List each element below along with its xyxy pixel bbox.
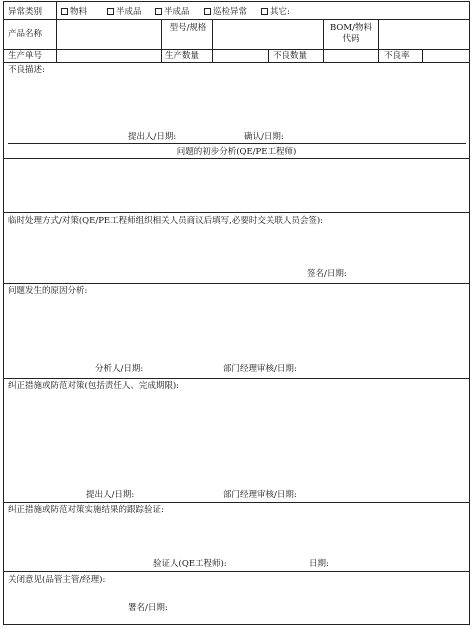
root-cause-title: 问题发生的原因分析: [8, 286, 88, 296]
option-patrol-inspection[interactable]: 巡检异常 [204, 7, 247, 17]
checkbox-icon[interactable] [155, 8, 162, 15]
divider [323, 49, 324, 62]
divider [4, 158, 469, 159]
temporary-measure-title: 临时处理方式/对策(QE/PE工程师组织相关人员商议后填写,必要时交关联人员会签): [8, 216, 324, 226]
divider [4, 502, 469, 503]
model-spec-label: 型号/规格 [169, 23, 207, 33]
divider [4, 378, 469, 379]
divider [8, 143, 466, 144]
divider [161, 19, 162, 49]
divider [56, 19, 57, 49]
corrective-action-title: 纠正措施或防范对策(包括责任人、完成期限): [8, 381, 179, 391]
manager-review-label: 部门经理审核/日期: [223, 490, 297, 500]
date-label: 日期: [309, 559, 329, 569]
divider [323, 19, 324, 49]
preliminary-analysis-title: 问题的初步分析(QE/PE工程师) [176, 147, 297, 157]
product-name-label: 产品名称 [8, 29, 43, 39]
divider [4, 212, 469, 213]
checkbox-icon[interactable] [61, 8, 68, 15]
proposer-date-label: 提出人/日期: [86, 490, 135, 500]
checkbox-icon[interactable] [107, 8, 114, 15]
confirm-date-label: 确认/日期: [244, 132, 284, 142]
bom-code-label: BOM/物料代码 [330, 23, 372, 44]
divider [378, 49, 379, 62]
option-semi-finished-2[interactable]: 半成品 [155, 7, 190, 17]
analyst-date-label: 分析人/日期: [95, 364, 144, 374]
divider [56, 2, 57, 19]
signature-date-label: 署名/日期: [128, 603, 168, 613]
divider [212, 19, 213, 49]
divider [4, 571, 469, 572]
divider [4, 19, 469, 20]
manager-review-label: 部门经理审核/日期: [223, 364, 297, 374]
divider [212, 49, 213, 62]
divider [56, 49, 57, 62]
checkbox-icon[interactable] [204, 8, 211, 15]
divider [268, 49, 269, 62]
divider [4, 49, 469, 50]
divider [161, 49, 162, 62]
proposer-date-label: 提出人/日期: [128, 132, 177, 142]
defect-rate-label: 不良率 [384, 51, 410, 61]
verification-title: 纠正措施或防范对策实施结果的跟踪验证: [8, 505, 164, 515]
sign-date-label: 签名/日期: [307, 269, 347, 279]
divider [378, 19, 379, 49]
option-semi-finished-1[interactable]: 半成品 [107, 7, 142, 17]
production-qty-label: 生产数量 [165, 51, 200, 61]
anomaly-type-label: 异常类别 [8, 7, 43, 17]
production-order-label: 生产单号 [8, 51, 43, 61]
option-other[interactable]: 其它: [261, 7, 290, 17]
closing-opinion-title: 关闭意见(品管主管/经理): [8, 575, 106, 585]
divider [422, 49, 423, 62]
divider [4, 283, 469, 284]
defect-qty-label: 不良数量 [273, 51, 308, 61]
verifier-label: 验证人(QE工程师): [153, 559, 227, 569]
divider [4, 62, 469, 63]
option-material[interactable]: 物料 [61, 7, 87, 17]
checkbox-icon[interactable] [261, 8, 268, 15]
anomaly-report-form [3, 1, 470, 625]
defect-description-title: 不良描述: [8, 65, 45, 75]
